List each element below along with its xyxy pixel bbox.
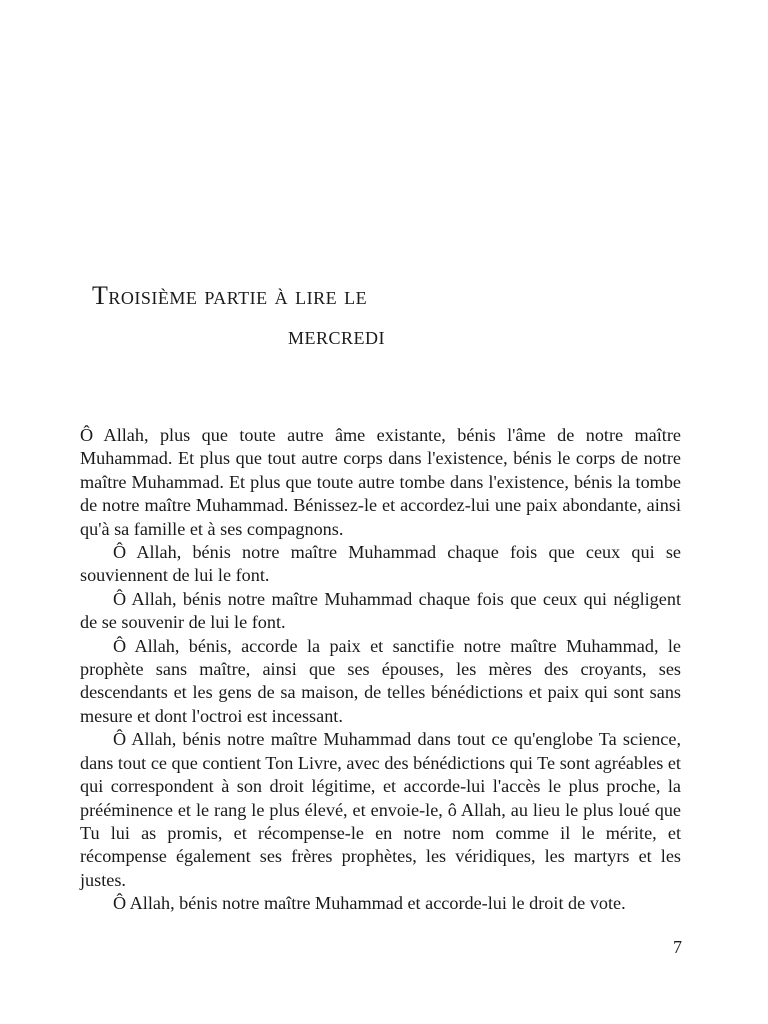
paragraph-5: Ô Allah, bénis notre maître Muhammad dans tout ce qu'englobe Ta science, dans tout ce que contient Ton Livre, avec des bénédictions qui Te sont agréables et qui correspondent à son droit légitime, et accorde-lui l'accès le plus proche, la prééminence et le rang le plus élevé, et envoie-le, ô Allah, au lieu le plus loué que Tu lui as promis, et récompense-le en notre nom comme il le mérite, et récompense également ses frères prophètes, les véridiques, les martyrs et les justes. <box>80 729 681 890</box>
paragraph-3: Ô Allah, bénis notre maître Muhammad chaque fois que ceux qui négligent de se souvenir de lui le font. <box>80 588 681 633</box>
page-number: 7 <box>673 937 682 957</box>
paragraph-1: Ô Allah, plus que toute autre âme existante, bénis l'âme de notre maître Muhammad. Et plus que tout autre corps dans l'existence, bénis le corps de notre maître Muhammad. Et plus que toute autre tombe dans l'existence, bénis la tombe de notre maître Muhammad. Bénissez-le et accordez-lui une paix abondante, ainsi qu'à sa famille et à ses compagnons. <box>80 425 681 539</box>
chapter-title-line-1: Troisième partie à lire le <box>92 281 368 310</box>
paragraph-4: Ô Allah, bénis, accorde la paix et sanctifie notre maître Muhammad, le prophète sans maître, ainsi que ses épouses, les mères des croyants, ses descendants et les gens de sa maison, de telles bénédictions et paix qui sont sans mesure et dont l'octroi est incessant. <box>80 635 681 726</box>
chapter-title-line-2: mercredi <box>288 321 386 350</box>
body-text <box>80 424 681 916</box>
chapter-title <box>80 276 680 356</box>
paragraph-2: Ô Allah, bénis notre maître Muhammad chaque fois que ceux qui se souviennent de lui le font. <box>80 542 681 586</box>
paragraph-6: Ô Allah, bénis notre maître Muhammad et accorde-lui le droit de vote. <box>113 893 626 914</box>
